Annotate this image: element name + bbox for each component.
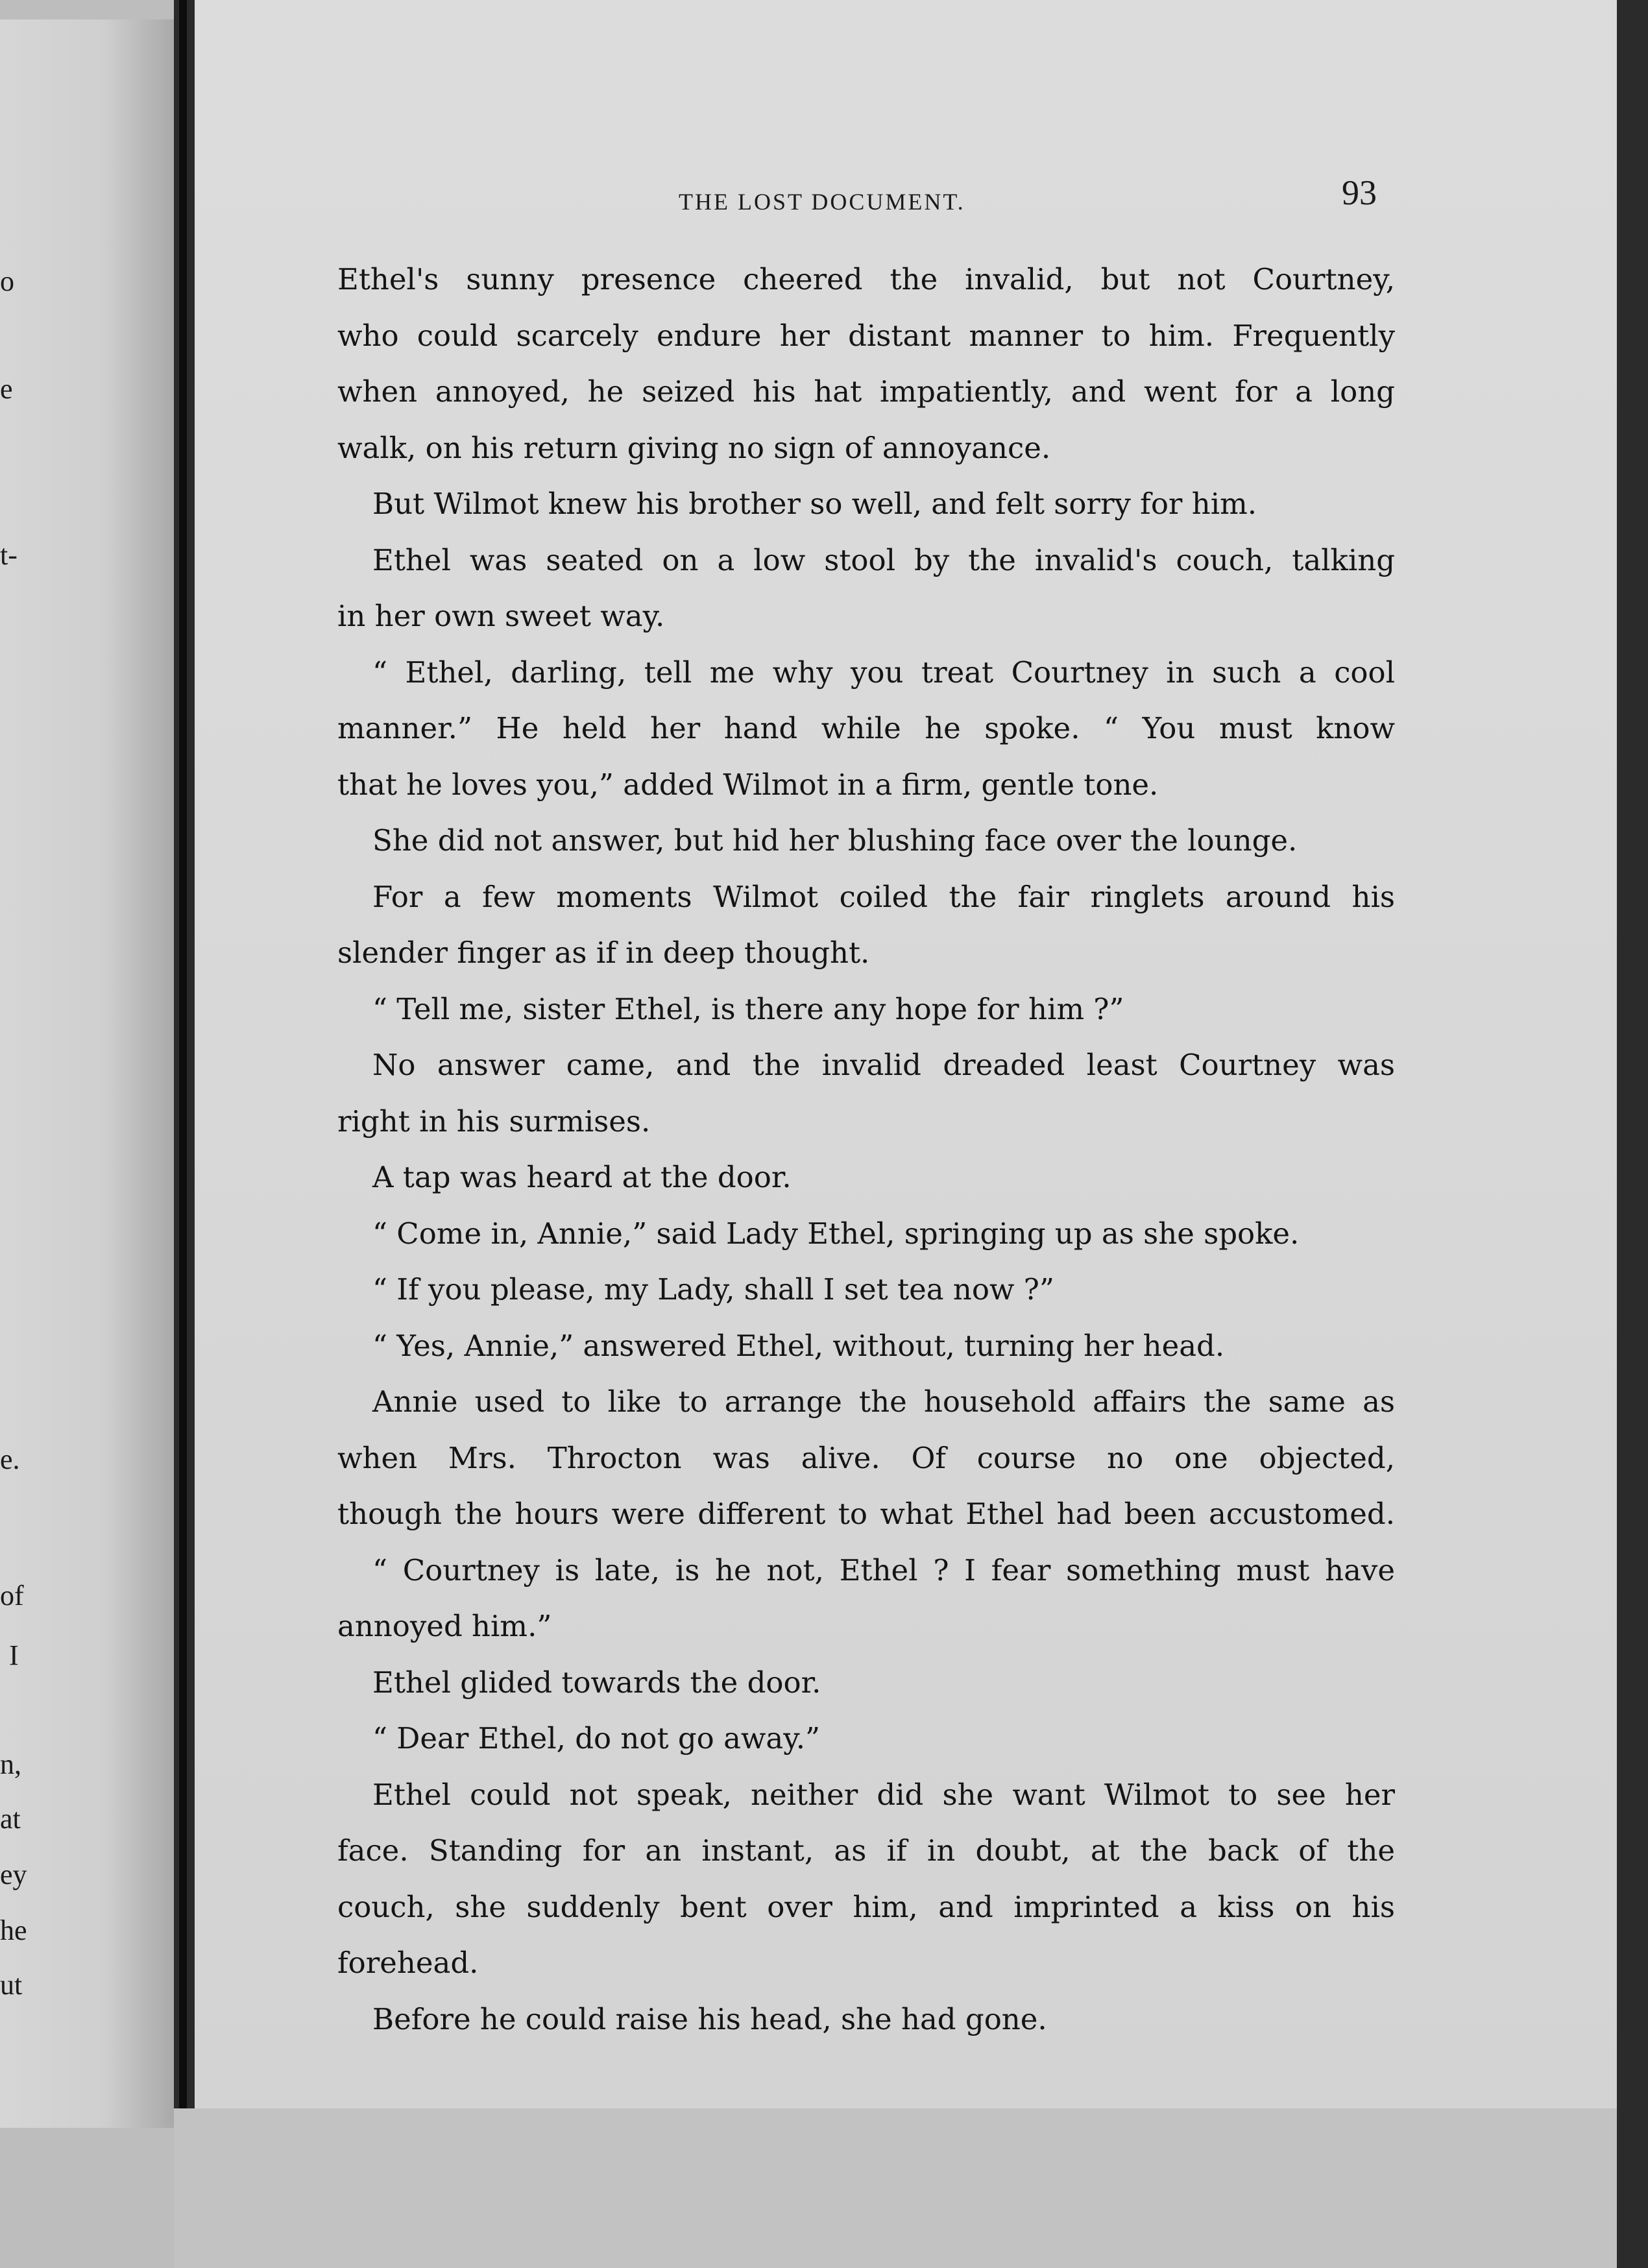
text-line: “ Dear Ethel, do not go away.” xyxy=(372,1721,821,1755)
page-number: 93 xyxy=(1342,173,1377,212)
text-line: slender finger as if in deep thought. xyxy=(337,935,870,970)
text-line: right in his surmises. xyxy=(337,1104,651,1139)
text-line: face. Standing for an instant, as if in doubt, at the back of the xyxy=(337,1833,1395,1868)
text-line: “ If you please, my Lady, shall I set tea now ?” xyxy=(372,1272,1054,1307)
text-line: “ Ethel, darling, tell me why you treat Courtney in such a cool xyxy=(372,655,1395,690)
text-line: manner.” He held her hand while he spoke. “ You must know xyxy=(337,711,1395,745)
running-head: THE LOST DOCUMENT. xyxy=(679,189,965,215)
page-bottom-margin xyxy=(174,2108,1617,2268)
text-line: when Mrs. Throcton was alive. Of course no one objected, xyxy=(337,1440,1395,1475)
previous-page-fragment: I xyxy=(9,1639,19,1671)
previous-page-fragment: of xyxy=(0,1580,24,1611)
page-body-text xyxy=(337,252,1395,2047)
text-line: forehead. xyxy=(337,1946,479,1980)
previous-page-fragment: ut xyxy=(0,1969,23,2001)
text-line: “ Yes, Annie,” answered Ethel, without, turning her head. xyxy=(372,1328,1225,1363)
text-line: A tap was heard at the door. xyxy=(372,1160,792,1194)
text-line: Ethel was seated on a low stool by the invalid's couch, talking xyxy=(372,542,1395,577)
text-line: couch, she suddenly bent over him, and imprinted a kiss on his xyxy=(337,1889,1395,1924)
scan-right-edge xyxy=(1617,0,1648,2268)
text-line: that he loves you,” added Wilmot in a firm, gentle tone. xyxy=(337,767,1159,802)
text-line: “ Come in, Annie,” said Lady Ethel, springing up as she spoke. xyxy=(372,1216,1300,1251)
text-line: though the hours were different to what Ethel had been accustomed. xyxy=(337,1497,1395,1531)
previous-page-edge xyxy=(0,19,174,2128)
previous-page-fragment: t- xyxy=(0,539,18,571)
text-line: No answer came, and the invalid dreaded least Courtney was xyxy=(372,1048,1395,1082)
text-line: Before he could raise his head, she had gone. xyxy=(372,2001,1047,2036)
text-line: in her own sweet way. xyxy=(337,599,665,633)
text-line: walk, on his return giving no sign of annoyance. xyxy=(337,430,1051,465)
text-line: who could scarcely endure her distant manner to him. Frequently xyxy=(337,318,1395,353)
text-line: when annoyed, he seized his hat impatiently, and went for a long xyxy=(337,374,1395,409)
text-line: “ Courtney is late, is he not, Ethel ? I fear something must have xyxy=(372,1552,1395,1587)
previous-page-fragment: o xyxy=(0,265,14,297)
text-line: Ethel glided towards the door. xyxy=(372,1665,821,1700)
text-line: “ Tell me, sister Ethel, is there any hope for him ?” xyxy=(372,991,1124,1026)
text-line: Annie used to like to arrange the household affairs the same as xyxy=(372,1384,1395,1419)
gutter-binding-line xyxy=(179,0,187,2141)
text-line: Ethel's sunny presence cheered the invalid, but not Courtney, xyxy=(337,262,1395,296)
text-line: She did not answer, but hid her blushing face over the lounge. xyxy=(372,823,1298,858)
text-line: But Wilmot knew his brother so well, and felt sorry for him. xyxy=(372,487,1257,521)
previous-page-fragment: e xyxy=(0,373,13,405)
previous-page-fragment: ey xyxy=(0,1859,27,1890)
previous-page-fragment: n, xyxy=(0,1748,21,1780)
text-line: Ethel could not speak, neither did she want Wilmot to see her xyxy=(372,1777,1395,1812)
text-line: annoyed him.” xyxy=(337,1609,552,1643)
previous-page-fragment: he xyxy=(0,1914,27,1946)
text-line: For a few moments Wilmot coiled the fair ringlets around his xyxy=(372,879,1395,914)
previous-page-fragment: e. xyxy=(0,1443,20,1475)
previous-page-fragment: at xyxy=(0,1803,21,1835)
